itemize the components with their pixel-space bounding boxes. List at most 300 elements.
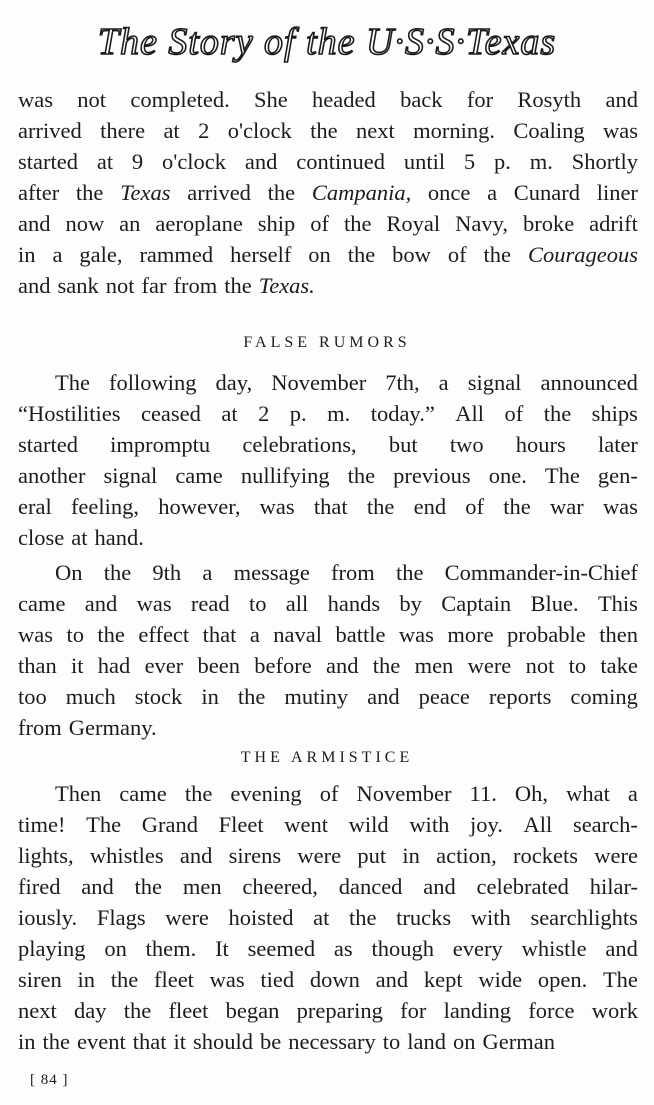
- word: iously.: [18, 905, 78, 930]
- word: once: [427, 180, 471, 205]
- word: next: [18, 998, 57, 1023]
- word: lights,: [18, 843, 74, 868]
- word: time!: [18, 812, 66, 837]
- word: ceased: [140, 401, 201, 426]
- word: in: [402, 843, 420, 868]
- word: though: [371, 936, 434, 961]
- word: and: [179, 843, 213, 868]
- word: gale,: [79, 242, 123, 267]
- word: there: [100, 118, 146, 143]
- word: broke: [522, 211, 575, 236]
- word: siren: [18, 967, 62, 992]
- word: on: [453, 1029, 476, 1054]
- word: action,: [436, 843, 497, 868]
- word: as: [333, 936, 353, 961]
- word: them.: [145, 936, 197, 961]
- word: 9th: [152, 560, 182, 585]
- word: tied: [260, 967, 295, 992]
- text-line: [18, 964, 638, 995]
- word: were: [467, 653, 512, 678]
- word: with: [470, 905, 511, 930]
- word: all: [285, 591, 309, 616]
- word: The: [602, 967, 638, 992]
- word: battle: [335, 622, 386, 647]
- word: more: [447, 622, 494, 647]
- word: ships: [591, 401, 638, 426]
- word: was: [602, 494, 638, 519]
- word: by: [399, 591, 422, 616]
- word: at: [71, 525, 88, 550]
- text-line: [18, 239, 638, 270]
- text-line: [18, 995, 638, 1026]
- word: at: [163, 118, 180, 143]
- word: the: [483, 242, 511, 267]
- word: Cunard: [513, 180, 580, 205]
- text-line: [18, 681, 638, 712]
- word: to: [382, 1029, 401, 1054]
- word: arrived: [18, 118, 82, 143]
- word: hands: [327, 591, 381, 616]
- word: herself: [230, 242, 292, 267]
- word: necessary: [288, 1029, 376, 1054]
- word: for: [400, 998, 427, 1023]
- word: began: [225, 998, 280, 1023]
- word: landing: [443, 998, 512, 1023]
- section-heading: THE ARMISTICE: [240, 749, 414, 766]
- word: Flags: [96, 905, 146, 930]
- word: next: [355, 118, 395, 143]
- word: playing: [18, 936, 86, 961]
- word: should: [193, 1029, 254, 1054]
- word: the: [343, 211, 372, 236]
- word: On: [55, 560, 83, 585]
- word: until: [403, 149, 446, 174]
- word: search-: [572, 812, 638, 837]
- text-line: [55, 557, 638, 588]
- word: the: [110, 967, 139, 992]
- word: down: [309, 967, 360, 992]
- word: 7th,: [385, 370, 420, 395]
- text-line: [18, 650, 638, 681]
- word: announced: [540, 370, 638, 395]
- word: a: [202, 560, 213, 585]
- text-line: [18, 208, 638, 239]
- word: not: [77, 87, 107, 112]
- word: but: [388, 432, 418, 457]
- word: and: [84, 591, 118, 616]
- word: the: [134, 874, 163, 899]
- word: to: [66, 622, 84, 647]
- word: in: [18, 242, 36, 267]
- word: came: [18, 591, 66, 616]
- word: a: [52, 242, 63, 267]
- word: from: [331, 560, 375, 585]
- word: liner: [596, 180, 638, 205]
- word: today.”: [370, 401, 435, 426]
- word: not: [525, 653, 555, 678]
- word: the: [42, 1029, 71, 1054]
- running-head: [0, 18, 654, 64]
- word: fleet: [153, 967, 194, 992]
- word: Commander-in-Chief: [444, 560, 638, 585]
- word: the: [395, 560, 424, 585]
- text-line: [18, 588, 638, 619]
- word: the: [310, 118, 338, 143]
- section-heading: FALSE RUMORS: [243, 334, 411, 351]
- word: and: [326, 653, 359, 678]
- word: 2: [198, 118, 210, 143]
- word: a: [249, 622, 260, 647]
- word: on: [104, 936, 127, 961]
- word: to: [248, 591, 267, 616]
- text-line: [18, 809, 638, 840]
- word: the: [543, 401, 572, 426]
- word: p.: [494, 149, 511, 174]
- word: the: [75, 180, 104, 205]
- word: now: [65, 211, 105, 236]
- word: celebrated: [476, 874, 569, 899]
- word: and: [605, 936, 638, 961]
- word: evening: [230, 781, 302, 806]
- word: ship: [257, 211, 296, 236]
- word: close: [18, 525, 65, 550]
- word: 11.: [469, 781, 497, 806]
- word: coming: [570, 684, 638, 709]
- word: later: [597, 432, 638, 457]
- word: the: [97, 622, 125, 647]
- word: was: [602, 118, 638, 143]
- word: two: [449, 432, 484, 457]
- word: danced: [338, 874, 403, 899]
- word: Captain: [441, 591, 512, 616]
- word: one.: [488, 463, 527, 488]
- word: started: [18, 432, 78, 457]
- word: much: [65, 684, 116, 709]
- word: of: [319, 781, 339, 806]
- word: headed: [312, 87, 376, 112]
- word: Shortly: [571, 149, 638, 174]
- text-line: [18, 902, 638, 933]
- text-line: [18, 840, 638, 871]
- word: German: [482, 1029, 555, 1054]
- word: and: [423, 874, 456, 899]
- word: morning.: [413, 118, 495, 143]
- word: put: [357, 843, 387, 868]
- word: was: [18, 87, 53, 112]
- word: of: [504, 401, 524, 426]
- word: what: [566, 781, 610, 806]
- word: November: [271, 370, 367, 395]
- word: whistle: [521, 936, 587, 961]
- text-line: [18, 177, 638, 208]
- word: from: [173, 273, 218, 298]
- word: stock: [134, 684, 183, 709]
- word: the: [267, 180, 296, 205]
- word: hand.: [94, 525, 144, 550]
- text-line: [18, 712, 638, 743]
- word: continued: [296, 149, 385, 174]
- word: preparing: [296, 998, 383, 1023]
- word: with: [409, 812, 450, 837]
- word: men: [414, 653, 454, 678]
- word: before: [254, 653, 312, 678]
- word: ever: [144, 653, 184, 678]
- word: every: [452, 936, 503, 961]
- word: hours: [515, 432, 566, 457]
- word: effect: [138, 622, 190, 647]
- text-line: [18, 115, 638, 146]
- word: back: [400, 87, 443, 112]
- word: at: [313, 905, 330, 930]
- word: wide: [478, 967, 523, 992]
- word: Campania,: [311, 180, 412, 205]
- word: and: [18, 211, 51, 236]
- word: following: [109, 370, 197, 395]
- word: rockets: [513, 843, 578, 868]
- word: day: [73, 998, 107, 1023]
- word: and: [605, 87, 638, 112]
- word: from: [18, 715, 62, 740]
- word: The: [86, 812, 122, 837]
- word: Texas: [120, 180, 171, 205]
- word: and: [81, 874, 114, 899]
- word: the: [184, 781, 213, 806]
- word: of: [447, 242, 467, 267]
- word: a: [627, 781, 638, 806]
- word: the: [503, 494, 531, 519]
- word: been: [197, 653, 241, 678]
- word: “Hostilities: [18, 401, 121, 426]
- text-line: [18, 460, 638, 491]
- word: were: [297, 843, 342, 868]
- word: Blue.: [530, 591, 579, 616]
- word: Germany.: [68, 715, 157, 740]
- word: fired: [18, 874, 61, 899]
- word: Grand: [141, 812, 198, 837]
- word: seemed: [247, 936, 316, 961]
- word: o'clock: [162, 149, 227, 174]
- word: searchlights: [530, 905, 638, 930]
- word: the: [224, 273, 252, 298]
- text-line: [18, 933, 638, 964]
- word: in: [201, 684, 219, 709]
- word: m.: [529, 149, 553, 174]
- word: were: [594, 843, 638, 868]
- word: was: [18, 622, 53, 647]
- word: was: [259, 494, 295, 519]
- word: nullifying: [240, 463, 330, 488]
- word: previous: [393, 463, 471, 488]
- word: feeling,: [70, 494, 140, 519]
- word: came: [175, 463, 223, 488]
- word: was: [398, 622, 434, 647]
- word: war: [549, 494, 584, 519]
- word: another: [18, 463, 86, 488]
- word: p.: [289, 401, 307, 426]
- word: it: [71, 653, 84, 678]
- word: the: [123, 998, 152, 1023]
- word: sirens: [228, 843, 282, 868]
- word: for: [466, 87, 494, 112]
- word: open.: [537, 967, 588, 992]
- word: mutiny: [284, 684, 349, 709]
- word: day,: [215, 370, 253, 395]
- text-line: [18, 84, 638, 115]
- word: Courageous: [527, 242, 638, 267]
- word: kept: [423, 967, 463, 992]
- word: men: [182, 874, 222, 899]
- text-line: [55, 367, 638, 398]
- running-head-lettering: [17, 18, 637, 64]
- word: m.: [327, 401, 351, 426]
- word: fleet: [168, 998, 209, 1023]
- word: signal: [467, 370, 522, 395]
- word: however,: [158, 494, 241, 519]
- word: started: [18, 149, 78, 174]
- word: November: [356, 781, 452, 806]
- word: not: [105, 273, 135, 298]
- word: All: [455, 401, 485, 426]
- word: the: [366, 494, 395, 519]
- word: whistles: [89, 843, 164, 868]
- word: a: [487, 180, 498, 205]
- text-line: [18, 146, 638, 177]
- word: Fleet: [218, 812, 264, 837]
- word: arrived: [187, 180, 251, 205]
- word: it: [173, 1029, 187, 1054]
- word: and: [18, 273, 51, 298]
- word: All: [523, 812, 553, 837]
- word: and: [367, 684, 400, 709]
- word: trucks: [396, 905, 452, 930]
- word: peace: [418, 684, 470, 709]
- word: message: [233, 560, 310, 585]
- word: impromptu: [110, 432, 211, 457]
- word: the: [347, 242, 376, 267]
- word: the: [103, 560, 132, 585]
- word: eral: [18, 494, 52, 519]
- word: on: [308, 242, 331, 267]
- word: were: [165, 905, 209, 930]
- word: the: [347, 463, 376, 488]
- word: cheered,: [242, 874, 318, 899]
- text-line: [18, 522, 638, 553]
- word: force: [528, 998, 575, 1023]
- word: rammed: [139, 242, 214, 267]
- word: was: [209, 967, 245, 992]
- word: Texas.: [258, 273, 315, 298]
- word: 9: [131, 149, 144, 174]
- word: then: [599, 622, 638, 647]
- word: The: [55, 370, 90, 395]
- word: 5: [463, 149, 476, 174]
- text-line: [18, 270, 638, 301]
- text-line: [55, 778, 638, 809]
- text-line: [18, 619, 638, 650]
- word: completed.: [130, 87, 230, 112]
- text-line: [18, 491, 638, 522]
- word: adrift: [589, 211, 638, 236]
- word: work: [591, 998, 638, 1023]
- word: a: [438, 370, 449, 395]
- word: far: [141, 273, 167, 298]
- word: It: [215, 936, 229, 961]
- text-line: [18, 871, 638, 902]
- word: in: [18, 1029, 36, 1054]
- word: celebrations,: [242, 432, 357, 457]
- word: of: [465, 494, 485, 519]
- word: to: [568, 653, 587, 678]
- word: end: [413, 494, 447, 519]
- word: an: [119, 211, 141, 236]
- word: naval: [273, 622, 323, 647]
- word: of: [310, 211, 329, 236]
- word: at: [96, 149, 114, 174]
- word: bow: [392, 242, 431, 267]
- word: in: [77, 967, 95, 992]
- word: probable: [507, 622, 586, 647]
- word: sank: [57, 273, 99, 298]
- word: came: [119, 781, 167, 806]
- word: had: [97, 653, 131, 678]
- svg-text:The Story of the U·S·S·Texas: The Story of the U·S·S·Texas: [97, 21, 557, 63]
- word: reports: [488, 684, 552, 709]
- word: at: [221, 401, 238, 426]
- text-line: [18, 1026, 638, 1057]
- word: be: [260, 1029, 282, 1054]
- word: aeroplane: [155, 211, 243, 236]
- word: was: [136, 591, 172, 616]
- word: She: [254, 87, 288, 112]
- text-line: [18, 398, 638, 429]
- word: joy.: [469, 812, 503, 837]
- word: went: [284, 812, 329, 837]
- word: event: [77, 1029, 126, 1054]
- word: Coaling: [513, 118, 585, 143]
- word: that: [132, 1029, 167, 1054]
- word: that: [202, 622, 237, 647]
- word: read: [190, 591, 230, 616]
- word: The: [544, 463, 580, 488]
- word: land: [407, 1029, 446, 1054]
- text-line: [18, 429, 638, 460]
- word: that: [313, 494, 348, 519]
- word: the: [372, 653, 401, 678]
- word: signal: [103, 463, 158, 488]
- word: than: [18, 653, 57, 678]
- word: 2: [258, 401, 270, 426]
- word: wild: [348, 812, 389, 837]
- word: Royal: [386, 211, 441, 236]
- word: take: [600, 653, 638, 678]
- word: too: [18, 684, 47, 709]
- word: and: [375, 967, 409, 992]
- page-number: [ 84 ]: [30, 1072, 69, 1088]
- word: after: [18, 180, 60, 205]
- word: hoisted: [228, 905, 294, 930]
- word: gen-: [597, 463, 638, 488]
- word: and: [244, 149, 278, 174]
- word: Then: [55, 781, 102, 806]
- word: the: [237, 684, 266, 709]
- word: hilar-: [589, 874, 638, 899]
- word: This: [597, 591, 638, 616]
- word: Navy,: [455, 211, 508, 236]
- word: Oh,: [514, 781, 549, 806]
- word: the: [349, 905, 377, 930]
- word: Rosyth: [517, 87, 582, 112]
- word: o'clock: [227, 118, 292, 143]
